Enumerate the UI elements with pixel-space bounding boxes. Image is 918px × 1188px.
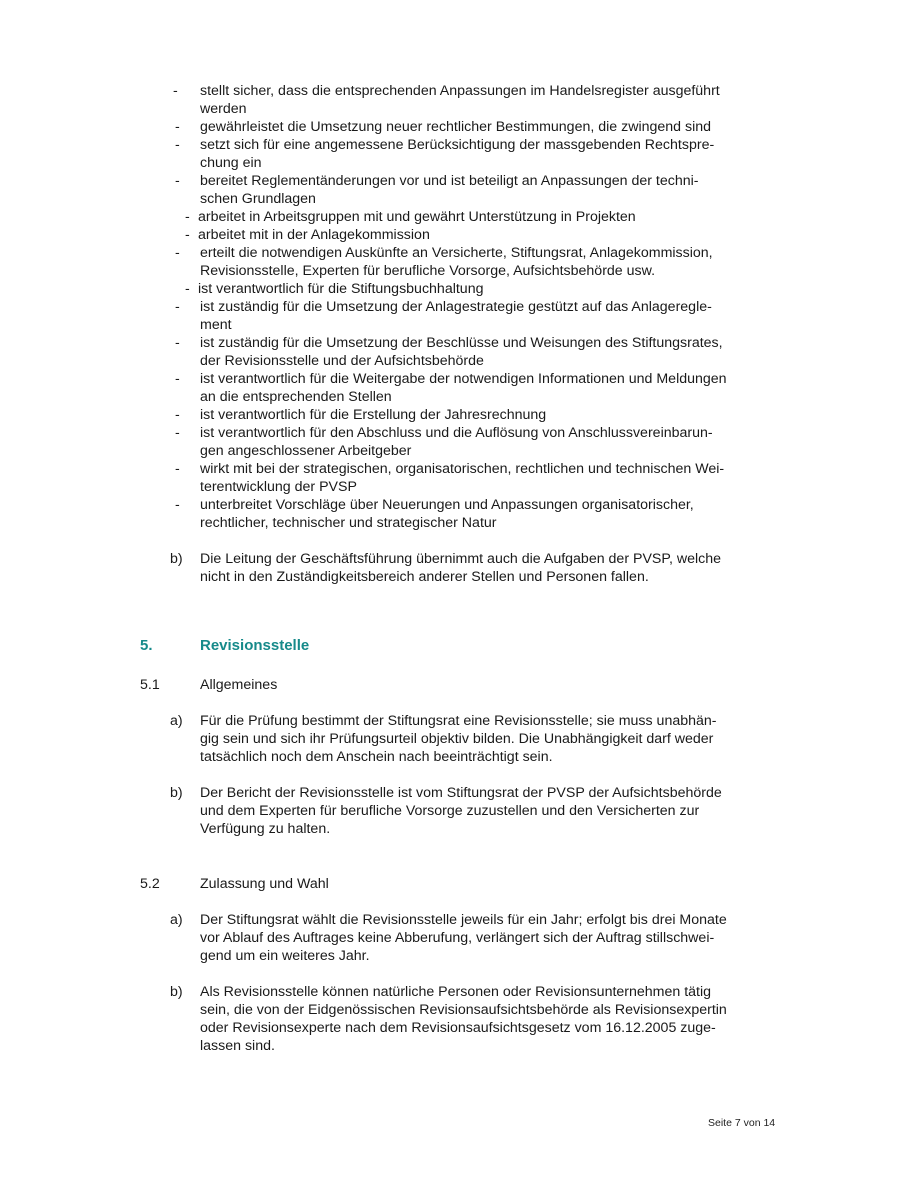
paragraph-line: Die Leitung der Geschäftsführung übernimmt auch die Aufgaben der PVSP, welche xyxy=(200,551,722,567)
subsection-title: Allgemeines xyxy=(200,677,278,693)
paragraph-line: lassen sind. xyxy=(200,1038,275,1054)
bullet-marker: - xyxy=(175,119,180,135)
list-item-line: der Revisionsstelle und der Aufsichtsbehörde xyxy=(200,353,484,369)
list-item-line: erteilt die notwendigen Auskünfte an Versicherte, Stiftungsrat, Anlagekommission, xyxy=(200,245,713,261)
list-item-line: ist verantwortlich für die Weitergabe der notwendigen Informationen und Meldungen xyxy=(200,371,727,387)
bullet-marker: - xyxy=(175,137,180,153)
list-item-line: chung ein xyxy=(200,155,262,171)
list-item-line: unterbreitet Vorschläge über Neuerungen und Anpassungen organisatorischer, xyxy=(200,497,694,513)
list-item-line: terentwicklung der PVSP xyxy=(200,479,357,495)
list-item-line: ist zuständig für die Umsetzung der Anlagestrategie gestützt auf das Anlageregle- xyxy=(200,299,712,315)
paragraph-label: b) xyxy=(170,984,183,1000)
bullet-marker: - xyxy=(175,173,180,189)
paragraph-line: vor Ablauf des Auftrages keine Abberufung, verlängert sich der Auftrag stillschwei- xyxy=(200,930,715,946)
subsection-number: 5.2 xyxy=(140,876,160,892)
bullet-marker: - xyxy=(175,299,180,315)
list-item-line: ist verantwortlich für die Stiftungsbuchhaltung xyxy=(198,281,484,297)
list-item-line: bereitet Reglementänderungen vor und ist beteiligt an Anpassungen der techni- xyxy=(200,173,699,189)
list-item-line: arbeitet in Arbeitsgruppen mit und gewährt Unterstützung in Projekten xyxy=(198,209,636,225)
paragraph-line: und dem Experten für berufliche Vorsorge zuzustellen und den Versicherten zur xyxy=(200,803,700,819)
list-item-line: rechtlicher, technischer und strategischer Natur xyxy=(200,515,497,531)
paragraph-label: a) xyxy=(170,912,183,928)
list-item-line: ist verantwortlich für die Erstellung der Jahresrechnung xyxy=(200,407,547,423)
paragraph-line: nicht in den Zuständigkeitsbereich anderer Stellen und Personen fallen. xyxy=(200,569,649,585)
subsection-title: Zulassung und Wahl xyxy=(200,876,329,892)
bullet-marker: - xyxy=(173,83,178,99)
list-item-line: gen angeschlossener Arbeitgeber xyxy=(200,443,412,459)
bullet-marker: - xyxy=(175,371,180,387)
paragraph-line: Als Revisionsstelle können natürliche Personen oder Revisionsunternehmen tätig xyxy=(200,984,712,1000)
bullet-marker: - xyxy=(175,407,180,423)
paragraph-line: Der Stiftungsrat wählt die Revisionsstelle jeweils für ein Jahr; erfolgt bis drei Monate xyxy=(200,912,727,928)
paragraph-label: a) xyxy=(170,713,183,729)
list-item-line: werden xyxy=(200,101,247,117)
bullet-marker: - xyxy=(175,425,180,441)
list-item-line: arbeitet mit in der Anlagekommission xyxy=(198,227,430,243)
subsection-number: 5.1 xyxy=(140,677,160,693)
bullet-marker: - xyxy=(175,461,180,477)
list-item-line: setzt sich für eine angemessene Berücksichtigung der massgebenden Rechtspre- xyxy=(200,137,715,153)
list-item-line: an die entsprechenden Stellen xyxy=(200,389,392,405)
bullet-marker: - xyxy=(185,227,190,243)
paragraph-line: gend um ein weiteres Jahr. xyxy=(200,948,370,964)
page-number: Seite 7 von 14 xyxy=(708,1117,776,1129)
bullet-marker: - xyxy=(185,209,190,225)
section-title: Revisionsstelle xyxy=(200,637,310,654)
paragraph-label: b) xyxy=(170,551,183,567)
section-number: 5. xyxy=(140,637,153,654)
list-item-line: ist verantwortlich für den Abschluss und die Auflösung von Anschlussvereinbarun- xyxy=(200,425,713,441)
list-item-line: schen Grundlagen xyxy=(200,191,316,207)
list-item-line: ist zuständig für die Umsetzung der Beschlüsse und Weisungen des Stiftungsrates, xyxy=(200,335,723,351)
paragraph-line: tatsächlich noch dem Anschein nach beeinträchtigt sein. xyxy=(200,749,553,765)
list-item-line: gewährleistet die Umsetzung neuer rechtlicher Bestimmungen, die zwingend sind xyxy=(200,119,712,135)
paragraph-line: Verfügung zu halten. xyxy=(200,821,331,837)
paragraph-line: oder Revisionsexperte nach dem Revisionsaufsichtsgesetz vom 16.12.2005 zuge- xyxy=(200,1020,716,1036)
list-item-line: Revisionsstelle, Experten für berufliche Vorsorge, Aufsichtsbehörde usw. xyxy=(200,263,656,279)
paragraph-line: Für die Prüfung bestimmt der Stiftungsrat eine Revisionsstelle; sie muss unabhän- xyxy=(200,713,717,729)
bullet-marker: - xyxy=(175,497,180,513)
paragraph-line: sein, die von der Eidgenössischen Revisionsaufsichtsbehörde als Revisionsexpertin xyxy=(200,1002,727,1018)
bullet-marker: - xyxy=(175,245,180,261)
list-item-line: stellt sicher, dass die entsprechenden Anpassungen im Handelsregister ausgeführt xyxy=(200,83,720,99)
list-item-line: ment xyxy=(200,317,232,333)
bullet-marker: - xyxy=(185,281,190,297)
paragraph-line: Der Bericht der Revisionsstelle ist vom Stiftungsrat der PVSP der Aufsichtsbehörde xyxy=(200,785,722,801)
bullet-marker: - xyxy=(175,335,180,351)
list-item-line: wirkt mit bei der strategischen, organisatorischen, rechtlichen und technischen Wei- xyxy=(200,461,725,477)
paragraph-label: b) xyxy=(170,785,183,801)
paragraph-line: gig sein und sich ihr Prüfungsurteil objektiv bilden. Die Unabhängigkeit darf weder xyxy=(200,731,714,747)
